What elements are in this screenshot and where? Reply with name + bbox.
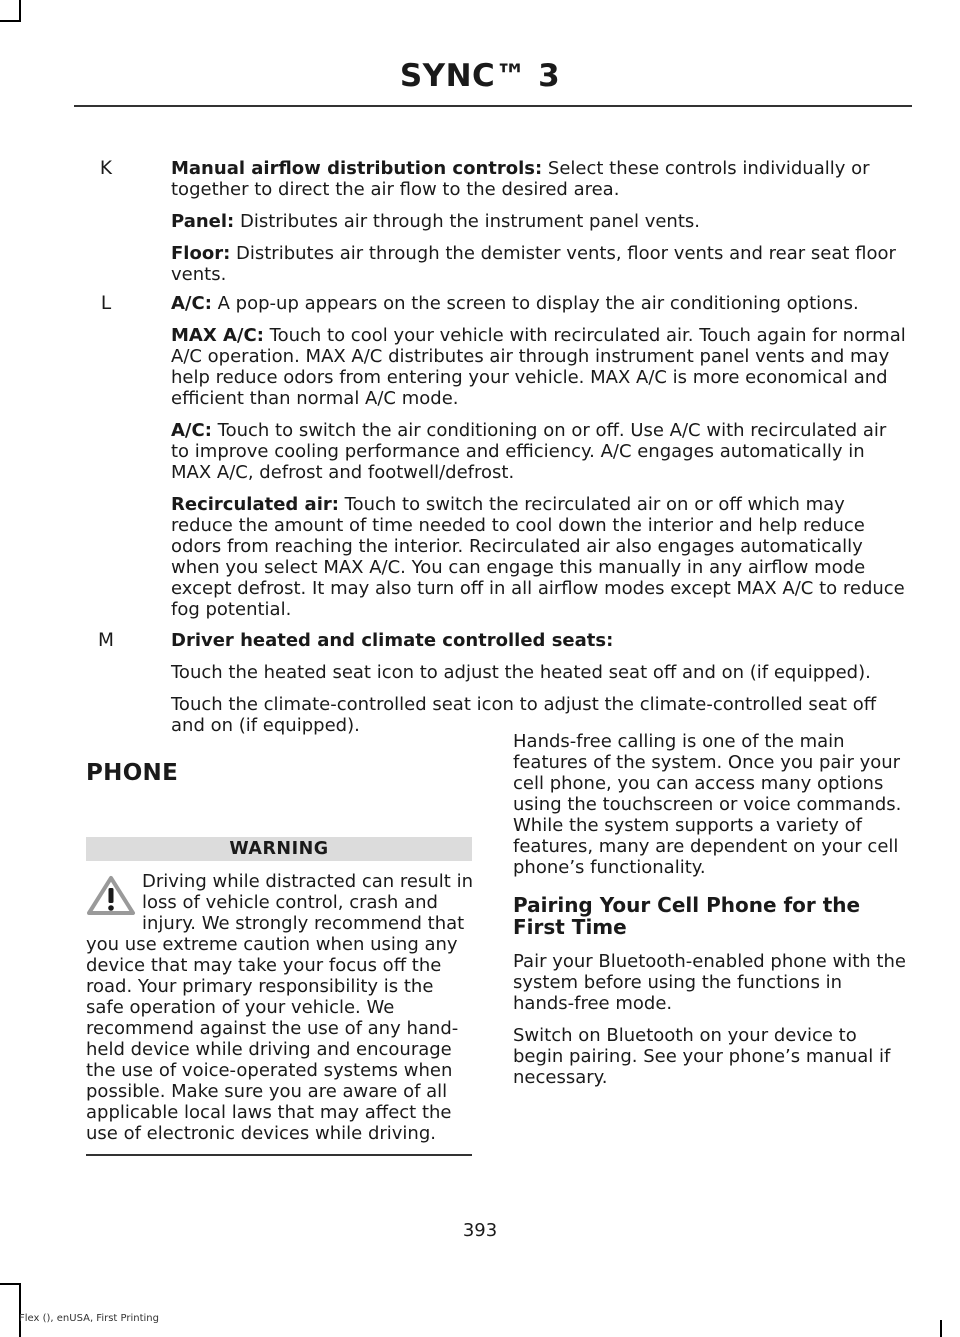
entry-letter: K bbox=[99, 158, 113, 179]
entry-paragraph bbox=[171, 662, 906, 683]
entry-body bbox=[171, 293, 906, 631]
entry-paragraph bbox=[171, 243, 906, 285]
entry-paragraph bbox=[171, 630, 906, 651]
term-text: Distributes air through the demister vents, floor vents and rear seat floor vents. bbox=[171, 243, 896, 285]
crop-mark bbox=[940, 1320, 942, 1337]
phone-section-left bbox=[86, 760, 472, 786]
pairing-paragraph: Pair your Bluetooth-enabled phone with the system before using the functions in hands-free mode. bbox=[513, 951, 906, 1014]
entry-letter: M bbox=[98, 630, 114, 651]
term-text: Touch to switch the air conditioning on or off. Use A/C with recirculated air to improve cooling performance and efficiency. A/C engages automatically in MAX A/C, defrost and footwell/defrost. bbox=[171, 420, 887, 483]
subheading: Pairing Your Cell Phone for the First Time bbox=[513, 893, 861, 939]
term-label: Manual airflow distribution controls: bbox=[171, 158, 543, 179]
entry-paragraph bbox=[171, 158, 906, 200]
edition-footer: Flex (), enUSA, First Printing bbox=[19, 1313, 159, 1324]
warning-header: WARNING bbox=[86, 837, 472, 861]
crop-mark bbox=[0, 1283, 20, 1285]
warning-bottom-rule bbox=[86, 1154, 472, 1156]
term-label: A/C: bbox=[171, 420, 212, 441]
term-text: A pop-up appears on the screen to display the air conditioning options. bbox=[211, 293, 859, 314]
warning-text: Driving while distracted can result in loss of vehicle control, crash and injury. We strongly recommend that you use extreme caution when using any device that may take your focus off the road. Your primary responsibility is the safe operation of your vehicle. We recommend against the use of any hand-held device while driving and encourage the use of voice-operated systems when possible. Make sure you are aware of all applicable local laws that may affect the use of electronic devices while driving. bbox=[86, 871, 473, 1144]
header-rule bbox=[74, 105, 912, 107]
entry-body bbox=[171, 630, 906, 747]
page-number: 393 bbox=[462, 1220, 498, 1241]
entry-letter: L bbox=[100, 293, 112, 314]
term-text: Select these controls individually or together to direct the air flow to the desired area. bbox=[171, 158, 870, 200]
pairing-paragraph: Switch on Bluetooth on your device to begin pairing. See your phone’s manual if necessary. bbox=[513, 1025, 891, 1088]
entry-paragraph bbox=[171, 494, 906, 620]
crop-mark bbox=[19, 0, 21, 22]
term-label: Floor: bbox=[171, 243, 231, 264]
entry-body bbox=[171, 158, 906, 296]
phone-section-right bbox=[513, 731, 908, 1099]
term-text: Distributes air through the instrument panel vents. bbox=[234, 211, 700, 232]
phone-intro: Hands-free calling is one of the main features of the system. Once you pair your cell phone, you can access many options using the touchscreen or voice commands. While the system supports a variety of features, many are dependent on your cell phone’s functionality. bbox=[513, 731, 902, 878]
entry-paragraph bbox=[171, 293, 906, 314]
entry-paragraph bbox=[171, 694, 906, 736]
warning-text-block bbox=[86, 871, 475, 1144]
term-label: Panel: bbox=[171, 211, 235, 232]
entry-paragraph bbox=[171, 420, 906, 483]
entry-paragraph bbox=[171, 325, 906, 409]
term-label: MAX A/C: bbox=[171, 325, 264, 346]
page-header-title: SYNC™ 3 bbox=[399, 58, 561, 94]
term-text: Touch the climate-controlled seat icon to adjust the climate-controlled seat off and on (if equipped). bbox=[171, 694, 877, 736]
section-title: PHONE bbox=[86, 760, 179, 786]
crop-mark bbox=[19, 1283, 21, 1337]
term-label: Driver heated and climate controlled seats: bbox=[171, 630, 614, 651]
term-text: Touch to cool your vehicle with recirculated air. Touch again for normal A/C operation. MAX A/C distributes air through instrument panel vents and may help reduce odors from entering your vehicle. MAX A/C is more economical and efficient than normal A/C mode. bbox=[171, 325, 906, 409]
term-text: Touch to switch the recirculated air on or off which may reduce the amount of time needed to cool down the interior and help reduce odors from reaching the interior. Recirculated air also engages automatically when you select MAX A/C. You can engage this manually in any airflow mode except defrost. It may also turn off in all airflow modes except MAX A/C to reduce fog potential. bbox=[171, 494, 905, 620]
crop-mark bbox=[0, 20, 20, 22]
warning-triangle-icon bbox=[86, 875, 136, 915]
term-text: Touch the heated seat icon to adjust the heated seat off and on (if equipped). bbox=[171, 662, 871, 683]
entry-paragraph bbox=[171, 211, 906, 232]
term-label: A/C: bbox=[171, 293, 212, 314]
term-label: Recirculated air: bbox=[171, 494, 339, 515]
